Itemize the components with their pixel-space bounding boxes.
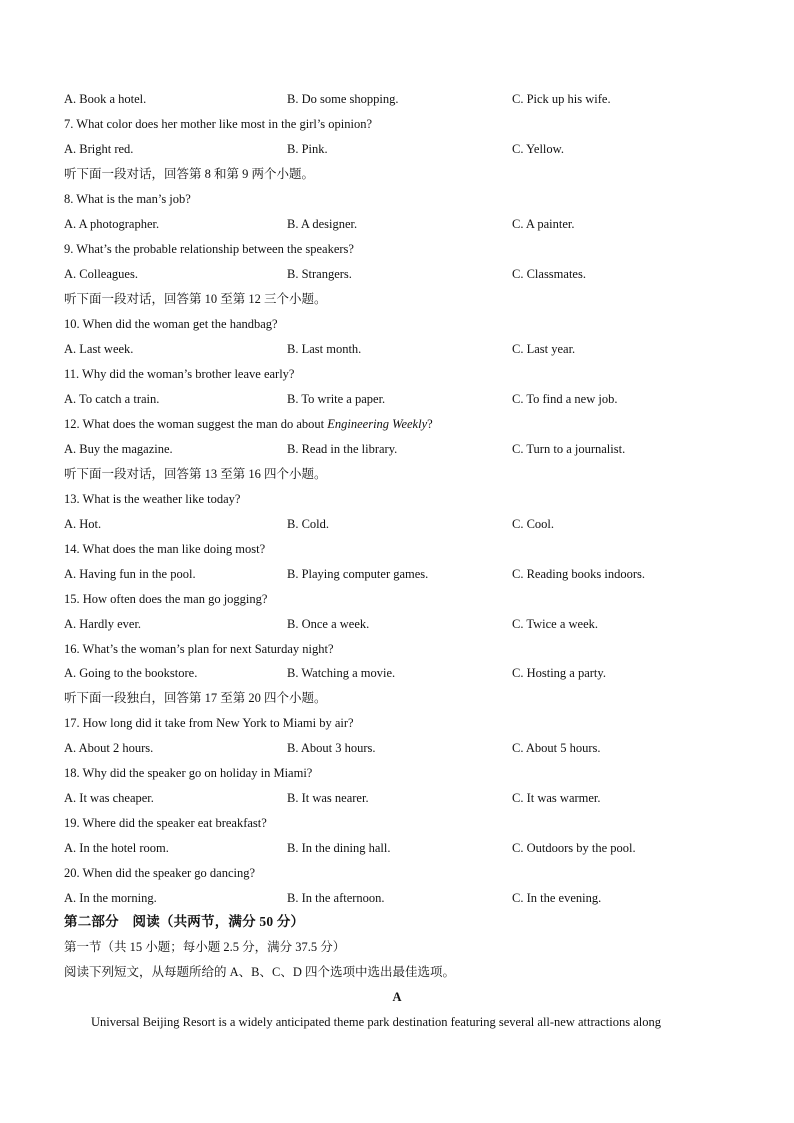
instruction-13-16: 听下面一段对话，回答第 13 至第 16 四个小题。 [64, 467, 327, 481]
instruction-17-20: 听下面一段独白，回答第 17 至第 20 四个小题。 [64, 691, 327, 705]
q13-option-a: A. Hot. [64, 517, 102, 531]
q20-option-b: B. In the afternoon. [287, 891, 385, 905]
q8-question: 8. What is the man’s job? [64, 192, 191, 206]
q9-question: 9. What’s the probable relationship between the speakers? [64, 242, 354, 256]
q16-option-c: C. Hosting a party. [512, 666, 606, 680]
q15-option-c: C. Twice a week. [512, 617, 599, 631]
q12-option-c: C. Turn to a journalist. [512, 442, 626, 456]
q13-option-b: B. Cold. [287, 517, 330, 531]
q7-options [64, 139, 744, 159]
q20-question: 20. When did the speaker go dancing? [64, 866, 256, 880]
q8-option-a: A. A photographer. [64, 217, 160, 231]
q11-option-c: C. To find a new job. [512, 392, 618, 406]
q14-option-b: B. Playing computer games. [287, 567, 429, 581]
reading-part-title: 第二部分 阅读（共两节，满分 50 分） [64, 914, 305, 929]
q16-options [64, 663, 744, 683]
q14-option-a: A. Having fun in the pool. [64, 567, 196, 581]
q10-options [64, 339, 744, 359]
q15-options [64, 614, 744, 634]
q12-option-a: A. Buy the magazine. [64, 442, 173, 456]
q18-question: 18. Why did the speaker go on holiday in Miami? [64, 766, 313, 780]
q20-options [64, 888, 744, 908]
q18-option-c: C. It was warmer. [512, 791, 601, 805]
q16-option-b: B. Watching a movie. [287, 666, 396, 680]
reading-instruction: 阅读下列短文，从每题所给的 A、B、C、D 四个选项中选出最佳选项。 [64, 965, 455, 979]
q18-options [64, 788, 744, 808]
q17-question: 17. How long did it take from New York to Miami by air? [64, 716, 354, 730]
q11-question: 11. Why did the woman’s brother leave early? [64, 367, 295, 381]
q11-option-b: B. To write a paper. [287, 392, 386, 406]
q12-option-b: B. Read in the library. [287, 442, 398, 456]
q8-option-c: C. A painter. [512, 217, 575, 231]
q12-question [64, 414, 744, 434]
q19-option-b: B. In the dining hall. [287, 841, 391, 855]
q18-option-a: A. It was cheaper. [64, 791, 154, 805]
instruction-8-9: 听下面一段对话，回答第 8 和第 9 两个小题。 [64, 167, 315, 181]
q19-options [64, 838, 744, 858]
q14-question: 14. What does the man like doing most? [64, 542, 266, 556]
q17-option-c: C. About 5 hours. [512, 741, 601, 755]
q10-question: 10. When did the woman get the handbag? [64, 317, 278, 331]
q9-option-c: C. Classmates. [512, 267, 586, 281]
q15-question: 15. How often does the man go jogging? [64, 592, 268, 606]
q7-option-b: B. Pink. [287, 142, 328, 156]
q13-option-c: C. Cool. [512, 517, 555, 531]
q12-question-text: 12. What does the woman suggest the man do about [64, 417, 328, 431]
q6-options [64, 89, 744, 109]
q11-option-a: A. To catch a train. [64, 392, 160, 406]
q13-question: 13. What is the weather like today? [64, 492, 241, 506]
q16-option-a: A. Going to the bookstore. [64, 666, 198, 680]
q12-options [64, 439, 744, 459]
q19-question: 19. Where did the speaker eat breakfast? [64, 816, 267, 830]
q6-option-c: C. Pick up his wife. [512, 92, 611, 106]
q10-option-b: B. Last month. [287, 342, 362, 356]
q20-option-c: C. In the evening. [512, 891, 602, 905]
passage-text-line: Universal Beijing Resort is a widely anticipated theme park destination featuring several all-new attractions along [91, 1015, 661, 1029]
q15-option-b: B. Once a week. [287, 617, 370, 631]
instruction-10-12: 听下面一段对话，回答第 10 至第 12 三个小题。 [64, 292, 327, 306]
q10-option-a: A. Last week. [64, 342, 134, 356]
q17-option-a: A. About 2 hours. [64, 741, 154, 755]
q19-option-c: C. Outdoors by the pool. [512, 841, 636, 855]
q7-question: 7. What color does her mother like most in the girl’s opinion? [64, 117, 373, 131]
q13-options [64, 514, 744, 534]
q12-question-mark: ? [427, 417, 433, 431]
q9-options [64, 264, 744, 284]
q6-option-a: A. Book a hotel. [64, 92, 147, 106]
q9-option-a: A. Colleagues. [64, 267, 138, 281]
q17-options [64, 738, 744, 758]
reading-section1-title: 第一节（共 15 小题；每小题 2.5 分，满分 37.5 分） [64, 940, 346, 954]
q11-options [64, 389, 744, 409]
q7-option-a: A. Bright red. [64, 142, 134, 156]
q17-option-b: B. About 3 hours. [287, 741, 376, 755]
q6-option-b: B. Do some shopping. [287, 92, 399, 106]
q14-options [64, 564, 744, 584]
q8-option-b: B. A designer. [287, 217, 358, 231]
q15-option-a: A. Hardly ever. [64, 617, 142, 631]
passage-label: A [392, 990, 402, 1004]
q19-option-a: A. In the hotel room. [64, 841, 169, 855]
q18-option-b: B. It was nearer. [287, 791, 369, 805]
q7-option-c: C. Yellow. [512, 142, 564, 156]
q14-option-c: C. Reading books indoors. [512, 567, 645, 581]
q12-magazine-title: Engineering Weekly [327, 417, 428, 431]
q16-question: 16. What’s the woman’s plan for next Saturday night? [64, 642, 334, 656]
q8-options [64, 214, 744, 234]
q20-option-a: A. In the morning. [64, 891, 157, 905]
q10-option-c: C. Last year. [512, 342, 576, 356]
q9-option-b: B. Strangers. [287, 267, 352, 281]
